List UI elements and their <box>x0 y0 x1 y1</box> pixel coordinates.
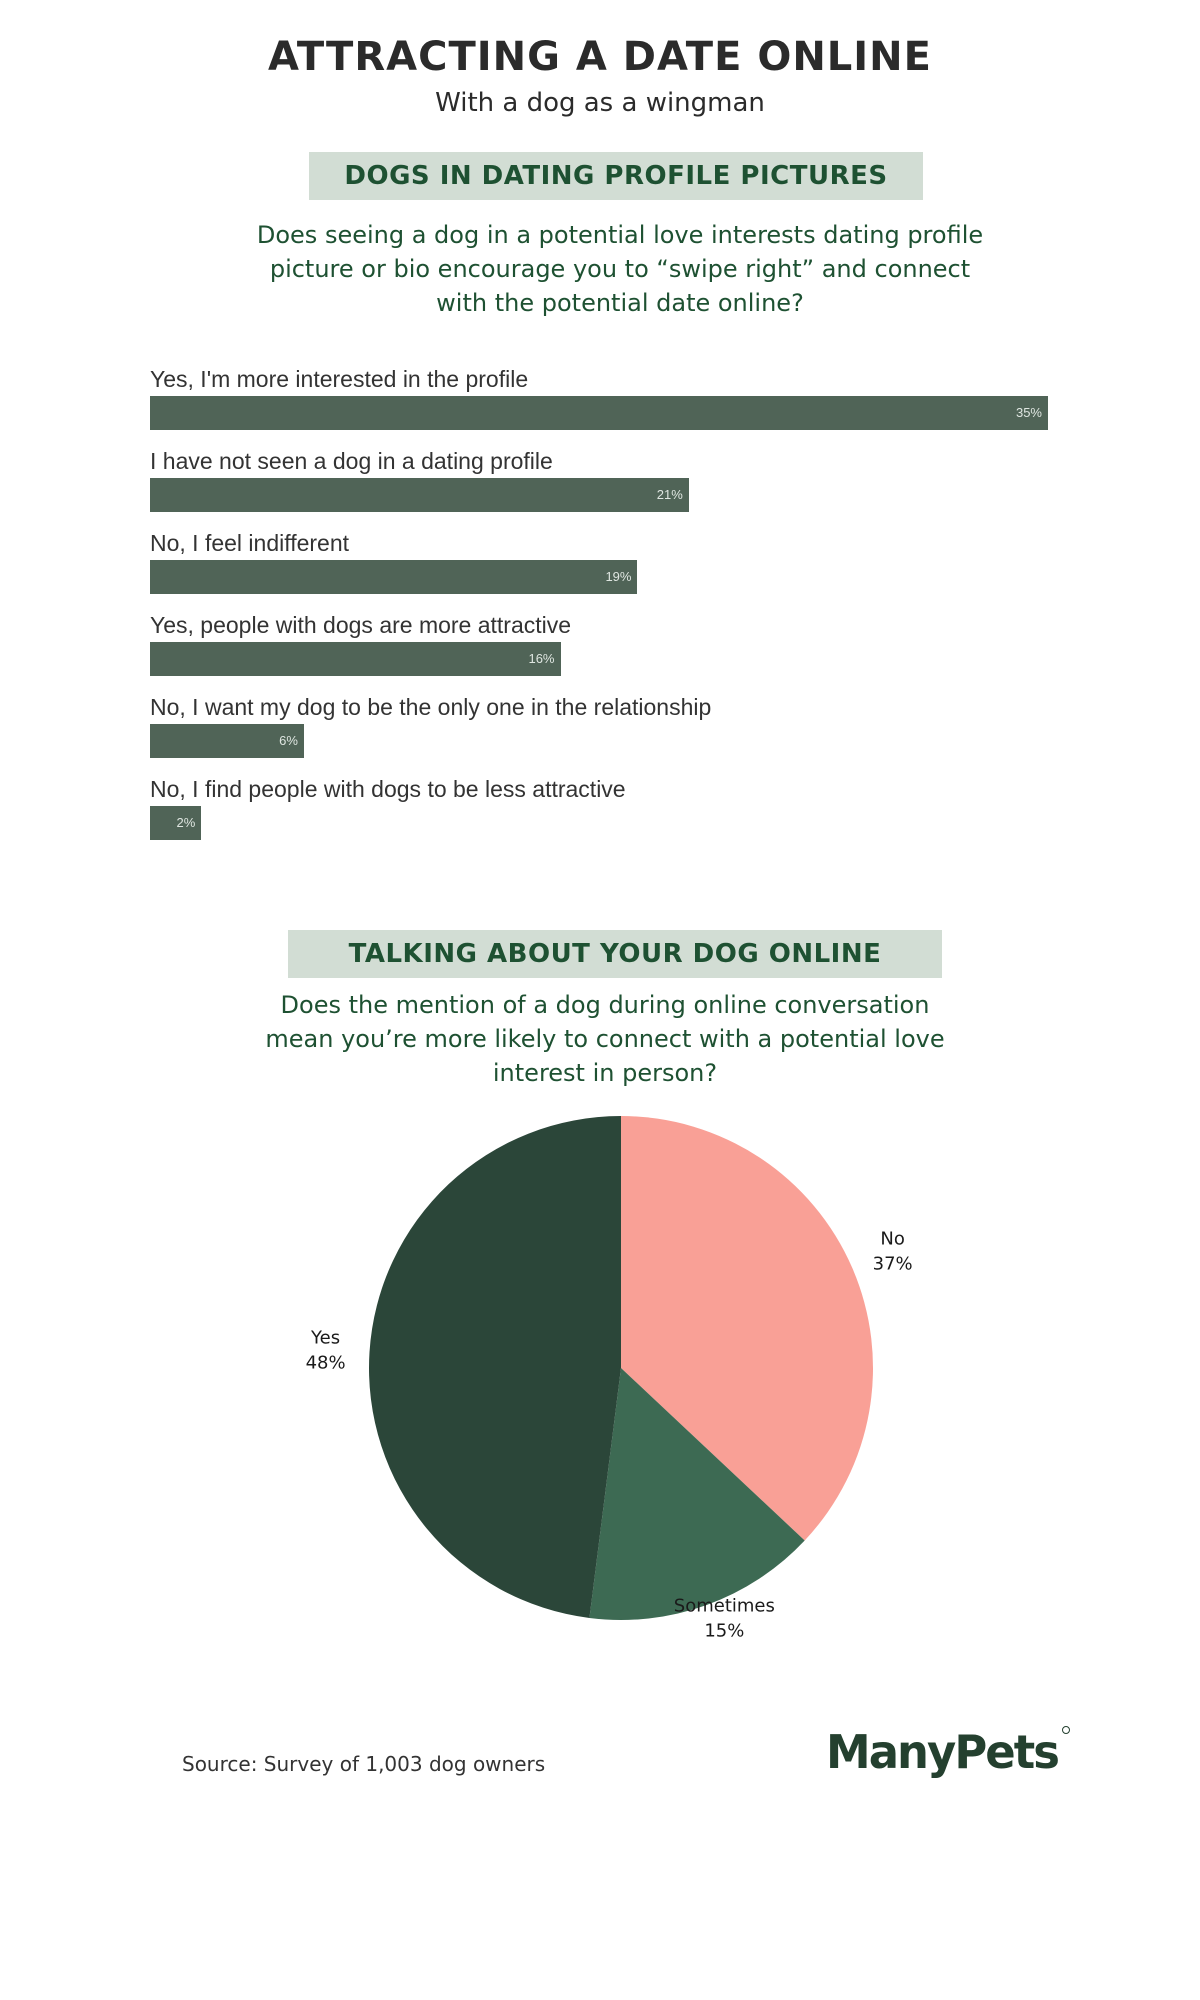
bar-value-label: 19% <box>605 569 632 584</box>
pie-label-no <box>873 1228 913 1274</box>
pie-value-label: 15% <box>704 1620 745 1642</box>
manypets-logo <box>826 1722 1072 1782</box>
pie-label-sometimes <box>674 1595 775 1641</box>
profile-question: Does seeing a dog in a potential love interests dating profile picture or bio encourage you to “swipe right” and connect with the potential date online? <box>256 221 984 317</box>
bar-label: No, I find people with dogs to be less attractive <box>150 776 626 802</box>
bar-value-label: 16% <box>528 651 555 666</box>
bar-label: Yes, people with dogs are more attractive <box>150 612 572 638</box>
pie-slice-yes <box>369 1116 621 1618</box>
page-subtitle: With a dog as a wingman <box>435 88 765 118</box>
bar <box>150 806 201 840</box>
source-note: Source: Survey of 1,003 dog owners <box>182 1752 546 1776</box>
pie-label-yes <box>306 1327 346 1373</box>
bar <box>150 560 637 594</box>
section-banner-talking-online: TALKING ABOUT YOUR DOG ONLINE <box>288 930 942 978</box>
bar-label: No, I feel indifferent <box>150 530 350 556</box>
bar <box>150 724 304 758</box>
pie-category-label: No <box>880 1228 905 1250</box>
bar <box>150 478 689 512</box>
pie-category-label: Yes <box>311 1327 341 1349</box>
bar-label: I have not seen a dog in a dating profile <box>150 448 553 474</box>
conversation-question: Does the mention of a dog during online conversation mean you’re more likely to connect with a potential love interest in person? <box>265 991 945 1087</box>
bar-label: No, I want my dog to be the only one in the relationship <box>150 694 712 720</box>
bar-value-label: 6% <box>279 733 298 748</box>
page-title: ATTRACTING A DATE ONLINE <box>268 34 932 80</box>
bar-value-label: 2% <box>176 815 196 830</box>
conversation-pie-chart <box>0 1100 1200 1700</box>
pie-category-label: Sometimes <box>673 1595 775 1617</box>
bar <box>150 396 1048 430</box>
bar <box>150 642 561 676</box>
section-banner-profile-pictures: DOGS IN DATING PROFILE PICTURES <box>309 152 923 200</box>
svg-text:ManyPets: ManyPets <box>826 1725 1059 1779</box>
profile-bar-chart <box>150 366 1090 856</box>
bar-value-label: 35% <box>1015 405 1042 420</box>
bar-value-label: 21% <box>656 487 683 502</box>
pie-value-label: 48% <box>305 1352 346 1374</box>
pie-value-label: 37% <box>872 1253 913 1275</box>
bar-label: Yes, I'm more interested in the profile <box>150 366 529 392</box>
